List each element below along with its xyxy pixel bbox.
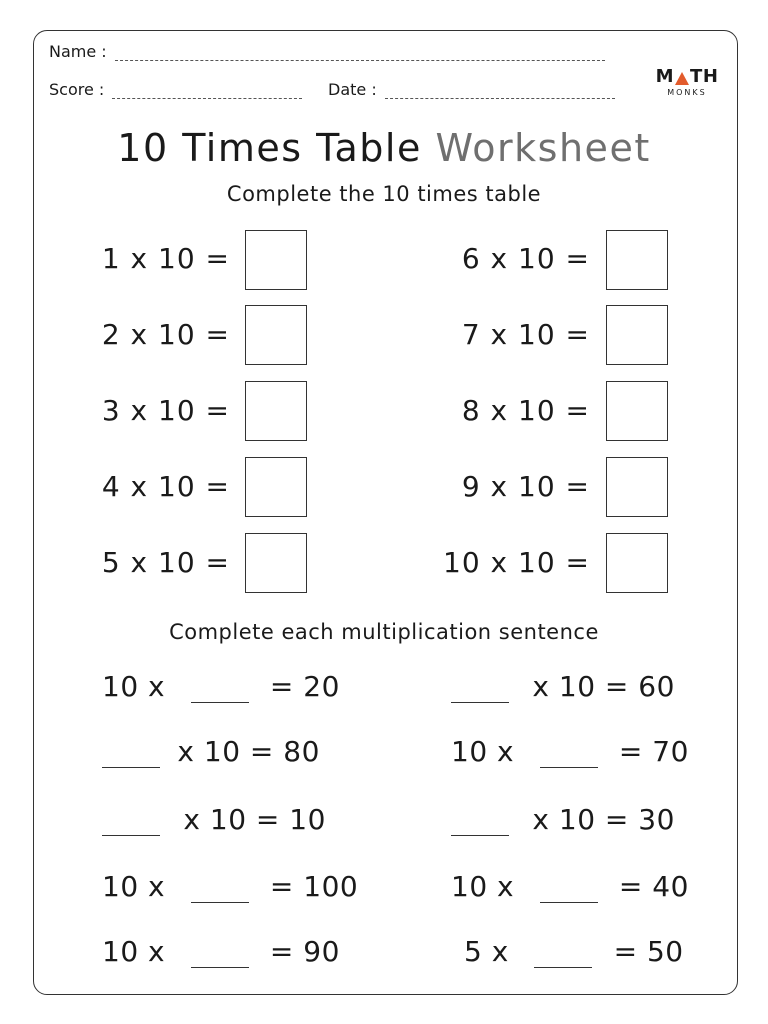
answer-blank[interactable] xyxy=(534,942,592,968)
sentence-prefix: 10 x xyxy=(102,870,166,903)
sentence-prefix: 10 x xyxy=(102,670,166,703)
answer-blank[interactable] xyxy=(451,677,509,703)
name-line[interactable] xyxy=(115,47,605,61)
sentence-suffix: x 10 = 30 xyxy=(532,803,675,836)
sentence-suffix: = 90 xyxy=(269,935,340,968)
sentence-prefix: 5 x xyxy=(464,935,509,968)
equation-right-5: 10 x 10 = xyxy=(443,546,590,579)
answer-box[interactable] xyxy=(606,305,668,365)
equation-left-2: 2 x 10 = xyxy=(101,318,230,351)
sentence-suffix: x 10 = 80 xyxy=(177,735,320,768)
page-title xyxy=(0,126,768,170)
answer-blank[interactable] xyxy=(191,877,249,903)
answer-box[interactable] xyxy=(245,457,307,517)
answer-box[interactable] xyxy=(606,381,668,441)
answer-blank[interactable] xyxy=(102,810,160,836)
sentence-right-5 xyxy=(464,935,684,968)
date-label: Date : xyxy=(328,80,377,99)
equation-right-2: 7 x 10 = xyxy=(461,318,590,351)
equation-right-3: 8 x 10 = xyxy=(461,394,590,427)
logo-text-left: M xyxy=(655,66,675,87)
date-line[interactable] xyxy=(385,85,615,99)
sentence-left-5 xyxy=(102,935,340,968)
equation-left-5: 5 x 10 = xyxy=(101,546,230,579)
sentence-right-3 xyxy=(451,803,675,836)
answer-box[interactable] xyxy=(245,230,307,290)
sentence-right-1 xyxy=(451,670,675,703)
sentence-suffix: x 10 = 10 xyxy=(183,803,326,836)
sentence-prefix: 10 x xyxy=(451,735,515,768)
answer-box[interactable] xyxy=(245,381,307,441)
equation-right-1: 6 x 10 = xyxy=(461,242,590,275)
answer-box[interactable] xyxy=(606,533,668,593)
answer-blank[interactable] xyxy=(540,877,598,903)
answer-box[interactable] xyxy=(606,457,668,517)
sentence-suffix: = 40 xyxy=(618,870,689,903)
name-field[interactable] xyxy=(49,42,605,61)
logo-subtext: MONKS xyxy=(667,88,707,97)
sentence-suffix: = 70 xyxy=(618,735,689,768)
equation-left-4: 4 x 10 = xyxy=(101,470,230,503)
sentence-right-2 xyxy=(451,735,689,768)
name-label: Name : xyxy=(49,42,107,61)
sentence-left-2 xyxy=(102,735,320,768)
math-monks-logo xyxy=(656,66,718,97)
sentence-right-4 xyxy=(451,870,689,903)
score-line[interactable] xyxy=(112,85,302,99)
answer-blank[interactable] xyxy=(191,677,249,703)
equation-left-3: 3 x 10 = xyxy=(101,394,230,427)
section1-heading: Complete the 10 times table xyxy=(226,182,542,206)
answer-blank[interactable] xyxy=(102,742,160,768)
sentence-left-3 xyxy=(102,803,326,836)
date-field[interactable] xyxy=(328,80,615,99)
sentence-suffix: = 50 xyxy=(613,935,684,968)
sentence-suffix: x 10 = 60 xyxy=(532,670,675,703)
answer-blank[interactable] xyxy=(451,810,509,836)
logo-text-right: TH xyxy=(690,66,719,87)
sentence-left-4 xyxy=(102,870,358,903)
triangle-icon xyxy=(675,72,689,85)
answer-blank[interactable] xyxy=(191,942,249,968)
score-field[interactable] xyxy=(49,80,302,99)
section2-heading: Complete each multiplication sentence xyxy=(169,620,599,644)
equation-right-4: 9 x 10 = xyxy=(461,470,590,503)
answer-box[interactable] xyxy=(245,305,307,365)
answer-box[interactable] xyxy=(606,230,668,290)
equation-left-1: 1 x 10 = xyxy=(101,242,230,275)
sentence-prefix: 10 x xyxy=(102,935,166,968)
sentence-left-1 xyxy=(102,670,340,703)
sentence-suffix: = 20 xyxy=(269,670,340,703)
sentence-prefix: 10 x xyxy=(451,870,515,903)
title-main: 10 Times Table xyxy=(117,126,422,170)
score-label: Score : xyxy=(49,80,105,99)
answer-blank[interactable] xyxy=(540,742,598,768)
title-accent: Worksheet xyxy=(435,126,651,170)
sentence-suffix: = 100 xyxy=(269,870,359,903)
answer-box[interactable] xyxy=(245,533,307,593)
